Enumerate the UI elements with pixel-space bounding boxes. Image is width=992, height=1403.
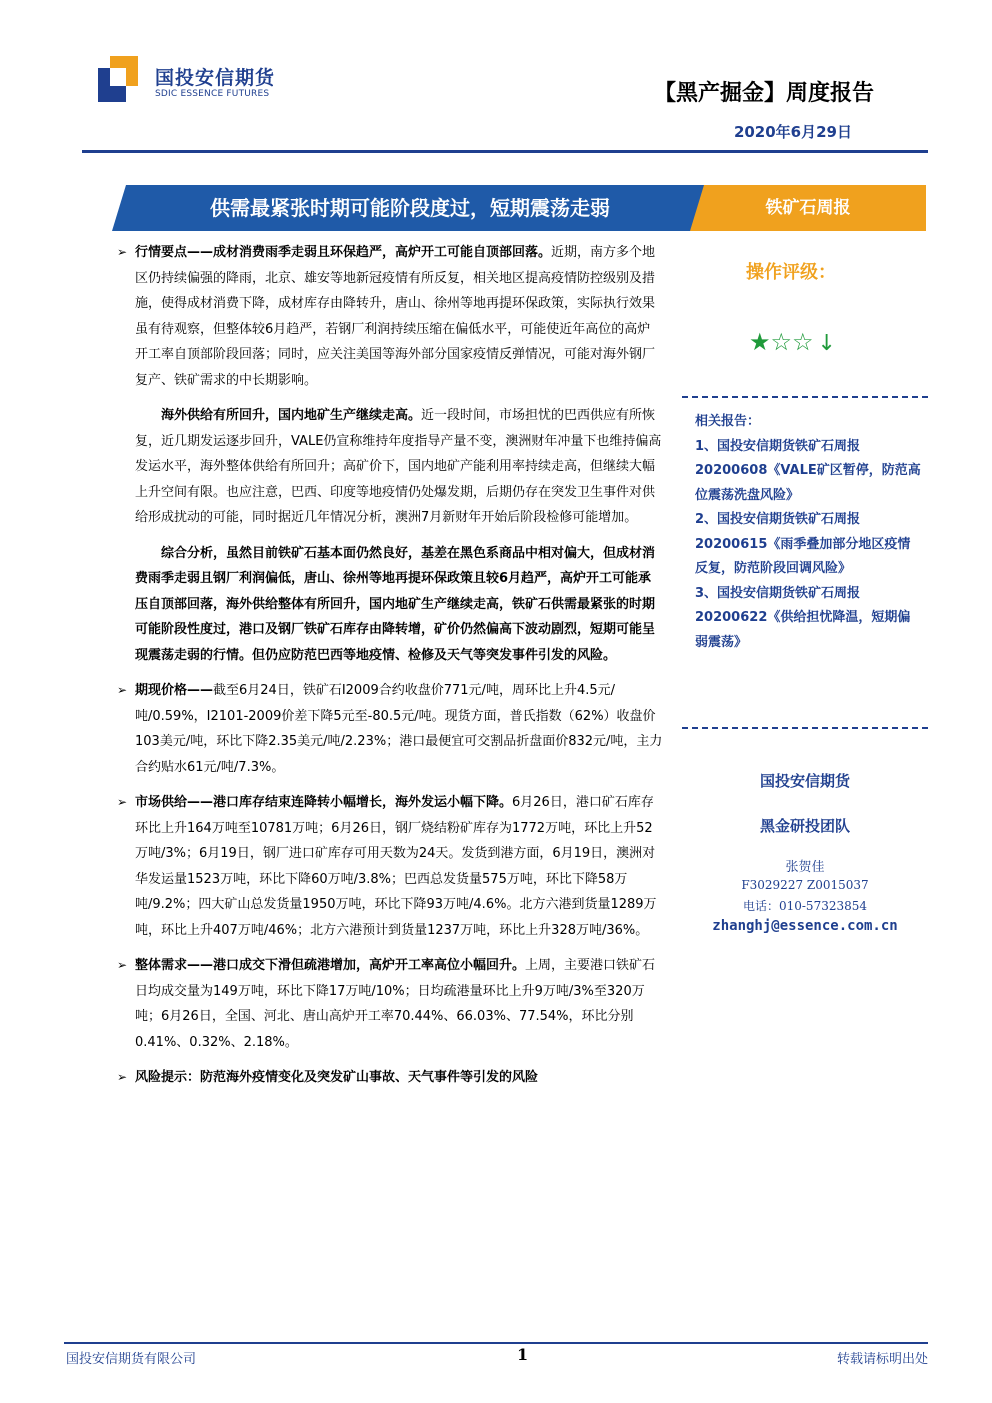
star-empty-icon: ☆	[792, 328, 814, 356]
paragraph-summary: 综合分析，虽然目前铁矿石基本面仍然良好，基差在黑色系商品中相对偏大，但成材消费雨季走弱且钢厂利润偏低，唐山、徐州等地再提环保政策且较6月趋严，高炉开工可能承压自顶部回落，海外供给整体有所回升，国内地矿生产继续走高，铁矿石供需最紧张的时期可能阶段性度过，港口及钢厂铁矿石库存由降转增，矿价仍然偏高下波动剧烈，短期可能呈现震荡走弱的行情。但仍应防范巴西等地疫情、检修及天气等突发事件引发的风险。	[135, 545, 656, 663]
analyst-phone: 电话：010-57323854	[742, 899, 868, 913]
bullet-arrow-icon: ➢	[117, 795, 128, 809]
rating-stars	[749, 328, 836, 358]
report-title: 供需最紧张时期可能阶段度过，短期震荡走弱	[210, 196, 610, 220]
section-overall-demand: ➢ 整体需求——港口成交下滑但疏港增加，高炉开工率高位小幅回升。上周，主要港口铁矿石日均成交量为149万吨，环比下降17万吨/10%；日均疏港量环比上升9万吨/3%至320万吨；6月26日，全国、河北、唐山高炉开工率70.44%、66.03%、77.54%，环比分别0.41%、0.32%、2.18%。	[117, 953, 663, 1055]
research-team: 黑金研投团队	[759, 817, 850, 835]
header-rule	[82, 150, 928, 153]
analyst-license: F3029227 Z0015037	[741, 878, 869, 892]
analyst-name: 张贺佳	[785, 860, 825, 875]
sidebar-company: 国投安信期货	[759, 772, 850, 790]
bullet-arrow-icon: ➢	[117, 958, 128, 972]
report-type: 【黑产掘金】周度报告	[653, 81, 874, 106]
main-content	[117, 240, 663, 1091]
company-name-cn: 国投安信期货	[155, 67, 276, 89]
footer-rule	[64, 1342, 928, 1344]
section-market-supply: ➢ 市场供给——港口库存结束连降转小幅增长，海外发运小幅下降。6月26日，港口矿石库存环比上升164万吨至10781万吨；6月26日，钢厂烧结粉矿库存为1772万吨，环比上升52万吨/3%；6月19日，钢厂进口矿库存可用天数为24天。发货到港方面，6月19日，澳洲对华发运量1523万吨，环比下降60万吨/3.8%；巴西总发货量575万吨，环比下降58万吨/9.2%；四大矿山总发货量1950万吨，环比下降93万吨/4.6%。北方六港到货量1289万吨，环比上升407万吨/46%；北方六港预计到货量1237万吨，环比上升328万吨/36%。	[117, 790, 663, 943]
section-risk-warning: ➢ 风险提示：防范海外疫情变化及突发矿山事故、天气事件等引发的风险	[117, 1065, 663, 1091]
section-market-highlights: ➢ 行情要点——成材消费雨季走弱且环保趋严，高炉开工可能自顶部回落。近期，南方多个地区仍持续偏强的降雨，北京、雄安等地新冠疫情有所反复，相关地区提高疫情防控级别及措施，使得成材消费下降，成材库存由降转升，唐山、徐州等地再提环保政策，实际执行效果虽有待观察，但整体较6月趋严，若钢厂利润持续压缩在偏低水平，可能使近年高位的高炉开工率自顶部阶段回落；同时，应关注美国等海外部分国家疫情反弹情况，可能对海外钢厂复产、铁矿需求的中长期影响。	[117, 240, 663, 393]
related-reports	[695, 410, 923, 655]
bullet-arrow-icon: ➢	[117, 1070, 128, 1084]
report-date: 2020年6月29日	[733, 123, 852, 141]
analyst-email[interactable]: zhanghj@essence.com.cn	[712, 918, 898, 934]
company-logo-icon	[98, 56, 138, 102]
related-report-link[interactable]: 1、国投安信期货铁矿石周报20200608《VALE矿区暂停，防范高位震荡洗盘风险》	[695, 438, 921, 503]
related-report-link[interactable]: 3、国投安信期货铁矿石周报20200622《供给担忧降温，短期偏弱震荡》	[695, 585, 911, 650]
category-tag-label: 铁矿石周报	[765, 198, 851, 218]
divider	[682, 396, 928, 398]
star-filled-icon: ★	[749, 328, 771, 356]
page-number: 1	[517, 1345, 529, 1364]
company-name-en: SDIC ESSENCE FUTURES	[155, 89, 270, 99]
divider	[682, 727, 928, 729]
bullet-arrow-icon: ➢	[117, 245, 128, 259]
related-report-link[interactable]: 2、国投安信期货铁矿石周报20200615《雨季叠加部分地区疫情反复，防范阶段回调风险》	[695, 512, 911, 576]
footer-notice: 转载请标明出处	[836, 1352, 928, 1367]
section-futures-spot-price: ➢ 期现价格——截至6月24日，铁矿石I2009合约收盘价771元/吨，周环比上升4.5元/吨/0.59%，I2101-2009价差下降5元至-80.5元/吨。现货方面，普氏指数（62%）收盘价103美元/吨，环比下降2.35美元/吨/2.23%；港口最便宜可交割品折盘面价832元/吨，主力合约贴水61元/吨/7.3%。	[117, 678, 663, 780]
footer-company: 国投安信期货有限公司	[66, 1352, 197, 1367]
star-empty-icon: ☆	[770, 328, 793, 356]
related-reports-title: 相关报告：	[695, 414, 761, 429]
trend-down-icon: ↓	[817, 331, 836, 356]
bullet-arrow-icon: ➢	[117, 683, 128, 697]
paragraph-overseas-supply: 海外供给有所回升，国内地矿生产继续走高。近一段时间，市场担忧的巴西供应有所恢复，近几期发运逐步回升，VALE仍宣称维持年度指导产量不变，澳洲财年冲量下也维持偏高发运水平，海外整体供给有所回升；高矿价下，国内地矿产能利用率持续走高，但继续大幅上升空间有限。也应注意，巴西、印度等地疫情仍处爆发期，后期仍存在突发卫生事件对供给形成扰动的可能，同时据近几年情况分析，澳洲7月新财年开始后阶段检修可能增加。	[135, 408, 662, 525]
rating-label: 操作评级：	[746, 262, 836, 283]
